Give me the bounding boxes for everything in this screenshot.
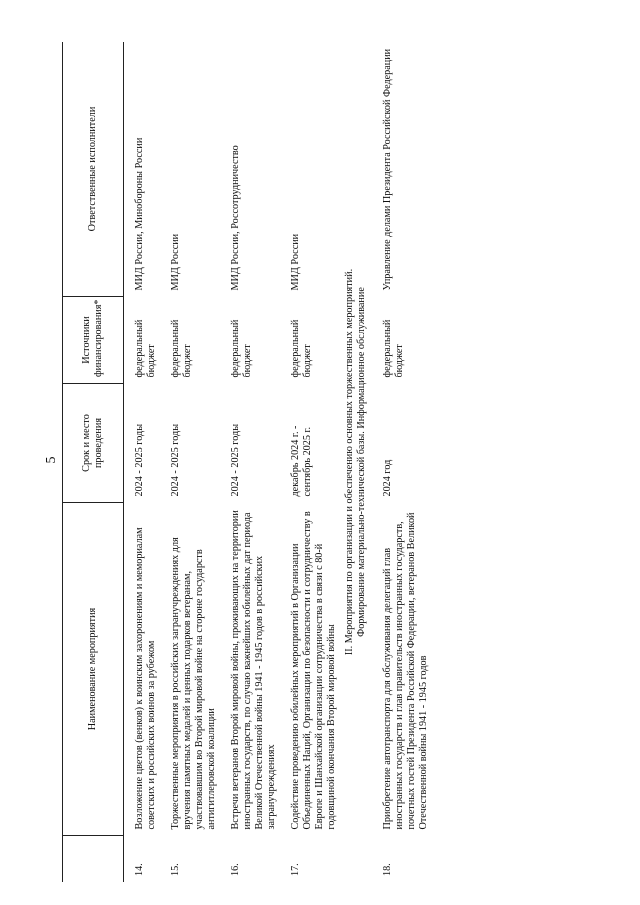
header-name: Наименование мероприятия [63, 503, 124, 836]
header-source: Источники финансирования* [63, 297, 124, 384]
row-name: Приобретение автотранспорта для обслуживания делегаций глав иностранных государств и глав правительств иностранных государств, почетных гостей Президента Российской Федерации, ветеранов Великой Отечественной войны 1941 - 1945 годов [382, 512, 429, 830]
row-number: 17. [290, 863, 301, 876]
row-source: федеральный бюджет [170, 319, 193, 378]
row-number: 15. [170, 863, 181, 876]
row-name: Возложение цветов (венков) к воинским захоронениям и мемориалам советских и российских воинов за рубежом [134, 527, 157, 830]
header-term: Срок и место проведения [63, 384, 124, 503]
row-responsible: МИД России, Россотрудничество [230, 145, 241, 291]
row-name: Содействие проведению юбилейных мероприятий в Организации Объединенных Наций, Организации по безопасности и сотрудничеству в Европе и Шанхайской организации сотрудничества в связи с 80-й годовщиной окончания Второй мировой войны [290, 511, 337, 830]
section-heading-row [340, 42, 372, 882]
row-name: Торжественные мероприятия в российских загранучреждениях для вручения памятных медалей и ценных подарков ветеранам, участвовавшим во Второй мировой войне на стороне государств антигитлеровской коалиции [170, 537, 217, 830]
section-heading [340, 42, 372, 882]
row-term: 2024 - 2025 годы [230, 423, 241, 497]
row-responsible: Управление делами Президента Российской Федерации [382, 48, 393, 291]
table-row [372, 42, 432, 882]
row-number: 16. [230, 863, 241, 876]
section-heading-line-2: Формирование материально-технической базы. Информационное обслуживание [356, 287, 367, 637]
row-source: федеральный бюджет [134, 319, 157, 378]
table-row [124, 42, 161, 882]
row-source: федеральный бюджет [290, 319, 313, 378]
table-header-row [63, 42, 124, 882]
page-number: 5 [44, 456, 59, 464]
table-row [220, 42, 280, 882]
row-number: 14. [134, 863, 145, 876]
header-num [63, 836, 124, 883]
row-name: Встречи ветеранов Второй мировой войны, проживающих на территории иностранных государств, по случаю важнейших юбилейных дат периода Великой Отечественной войны 1941 - 1945 годов в российских загранучреждениях [230, 510, 277, 830]
row-responsible: МИД России [170, 233, 181, 291]
document-page [62, 42, 582, 882]
table-row [160, 42, 220, 882]
row-responsible: МИД России, Минобороны России [134, 137, 145, 291]
rotated-table-wrapper [62, 42, 582, 882]
row-responsible: МИД России [290, 233, 301, 291]
row-source: федеральный бюджет [382, 319, 405, 378]
header-responsible: Ответственные исполнители [63, 42, 124, 297]
row-term: 2024 - 2025 годы [134, 423, 145, 497]
row-number: 18. [382, 863, 393, 876]
row-term: 2024 год [382, 459, 393, 497]
section-heading-line-1: II. Мероприятия по организации и обеспечению основных торжественных мероприятий. [344, 268, 355, 656]
row-source: федеральный бюджет [230, 319, 253, 378]
table-row [280, 42, 340, 882]
events-table [62, 42, 432, 882]
row-term: 2024 - 2025 годы [170, 423, 181, 497]
row-term: декабрь 2024 г. - сентябрь 2025 г. [290, 425, 313, 497]
